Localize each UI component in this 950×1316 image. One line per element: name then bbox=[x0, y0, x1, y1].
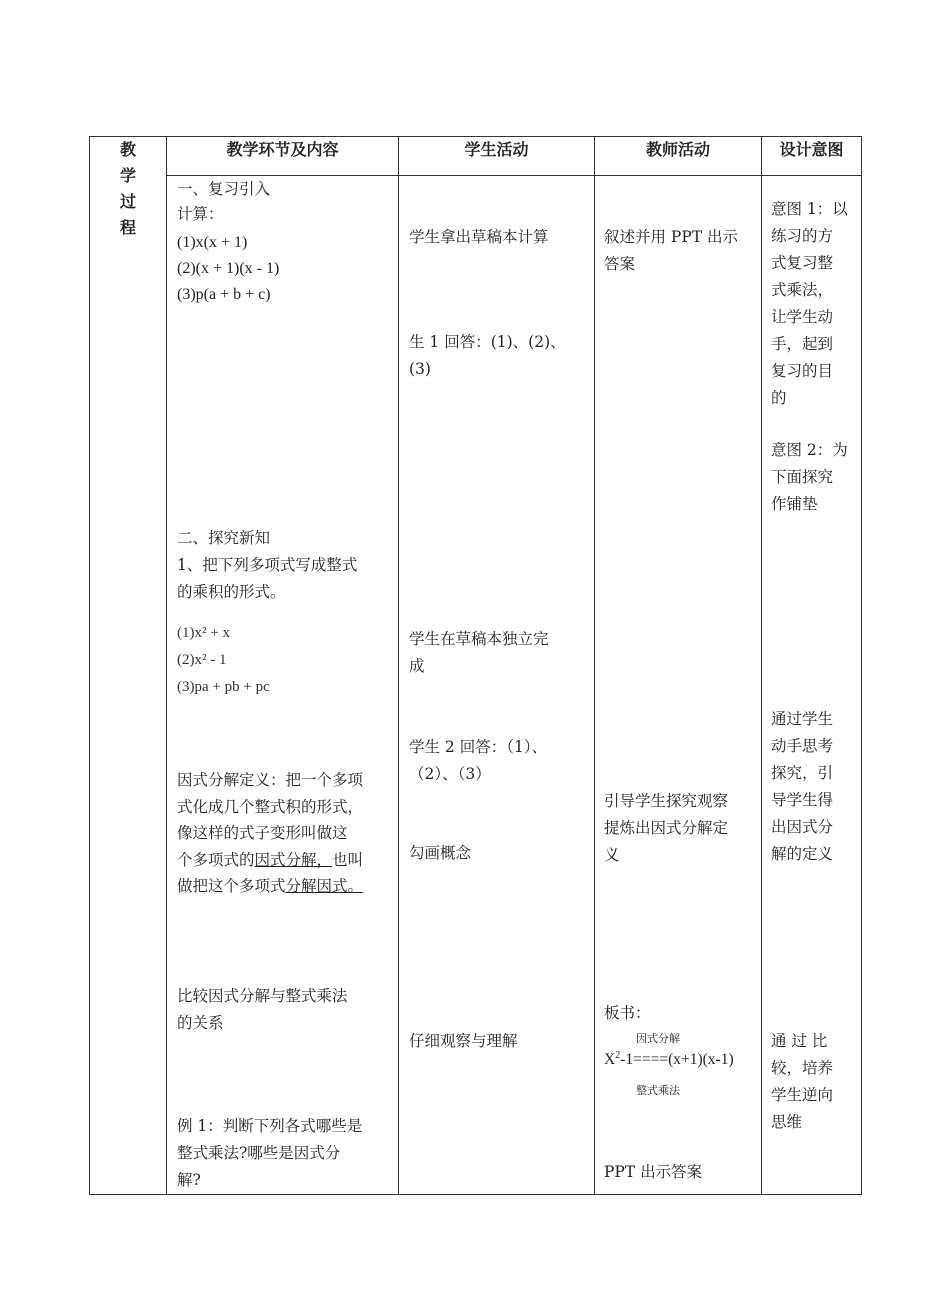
intent-cell bbox=[762, 176, 862, 1195]
intent-2: 意图 2：为 下面探究 作铺垫 bbox=[771, 441, 848, 513]
expression: (2)(x + 1)(x - 1) bbox=[177, 260, 280, 277]
board-label-multiply: 整式乘法 bbox=[636, 1084, 680, 1097]
side-label-cell bbox=[90, 137, 167, 1195]
task1-text: 1、把下列多项式写成整式 bbox=[177, 556, 358, 574]
student-activity: 学生拿出草稿本计算 bbox=[409, 228, 549, 246]
header-content: 教学环节及内容 bbox=[167, 137, 399, 176]
content-cell bbox=[167, 176, 399, 1195]
definition-text: 做把这个多项式分解因式。 bbox=[177, 877, 364, 895]
header-student: 学生活动 bbox=[399, 137, 595, 176]
student-activity: 勾画概念 bbox=[409, 844, 472, 862]
review-title: 一、复习引入 bbox=[177, 180, 271, 198]
lesson-plan-table bbox=[89, 136, 862, 1195]
board-equation: $X^2-1====(x+1)(x-1)$ bbox=[604, 1050, 734, 1069]
student-cell bbox=[399, 176, 595, 1195]
example-text: 例 1：判断下列各式哪些是 bbox=[177, 1117, 363, 1135]
side-label-char: 过 bbox=[119, 192, 136, 211]
task1-text: 的乘积的形式。 bbox=[177, 583, 286, 601]
intent-3: 通过学生 动手思考 探究，引 导学生得 出因式分 解的定义 bbox=[771, 710, 834, 863]
teacher-activity: 引导学生探究观察 提炼出因式分解定 义 bbox=[604, 792, 729, 864]
teacher-cell bbox=[595, 176, 762, 1195]
board-label: 板书： bbox=[604, 1004, 651, 1022]
underlined-term: 因式分解， bbox=[254, 850, 333, 869]
expression: (2)x² - 1 bbox=[177, 652, 227, 668]
compare-text: 的关系 bbox=[177, 1014, 224, 1032]
underlined-term: 分解因式。 bbox=[285, 877, 364, 895]
definition-block bbox=[177, 767, 363, 900]
intent-4: 通 过 比 较，培养 学生逆向 思维 bbox=[771, 1032, 834, 1131]
student-activity: 学生在草稿本独立完 成 bbox=[409, 630, 549, 675]
calc-label: 计算： bbox=[177, 205, 224, 223]
header-teacher: 教师活动 bbox=[595, 137, 762, 176]
student-activity: 学生 2 回答：（1）、 （2）、（3） bbox=[409, 738, 548, 783]
review-expressions bbox=[177, 230, 279, 308]
definition-text: 因式分解定义：把一个多项 bbox=[177, 771, 364, 789]
example-text: 解? bbox=[177, 1171, 201, 1189]
side-label-char: 学 bbox=[119, 166, 136, 185]
example-text: 整式乘法?哪些是因式分 bbox=[177, 1144, 341, 1162]
expression: (3)p(a + b + c) bbox=[177, 286, 271, 303]
compare-block bbox=[177, 983, 348, 1037]
board-label-factor: 因式分解 bbox=[636, 1032, 680, 1045]
compare-text: 比较因式分解与整式乘法 bbox=[177, 987, 348, 1005]
side-label-char: 教 bbox=[119, 140, 136, 159]
teacher-activity: PPT 出示答案 bbox=[604, 1163, 703, 1181]
expression: (1)x² + x bbox=[177, 625, 230, 641]
side-label-char: 程 bbox=[119, 218, 136, 237]
expression: (1)x(x + 1) bbox=[177, 234, 248, 251]
definition-text: 像这样的式子变形叫做这 bbox=[177, 824, 348, 842]
definition-text: 式化成几个整式积的形式， bbox=[177, 797, 364, 816]
task-expressions bbox=[177, 620, 270, 701]
expression: (3)pa + pb + pc bbox=[177, 679, 270, 695]
explore-title: 二、探究新知 bbox=[177, 529, 271, 547]
definition-text: 个多项式的因式分解，也叫 bbox=[177, 850, 364, 869]
intent-1: 意图 1：以 练习的方 式复习整 式乘法， 让学生动 手，起到 复习的目 的 bbox=[771, 200, 848, 407]
student-activity: 生 1 回答：(1)、(2)、 (3) bbox=[409, 333, 566, 378]
student-activity: 仔细观察与理解 bbox=[409, 1032, 518, 1050]
teacher-activity: 叙述并用 PPT 出示 答案 bbox=[604, 228, 739, 273]
example-block bbox=[177, 1113, 362, 1194]
header-intent: 设计意图 bbox=[762, 137, 862, 176]
